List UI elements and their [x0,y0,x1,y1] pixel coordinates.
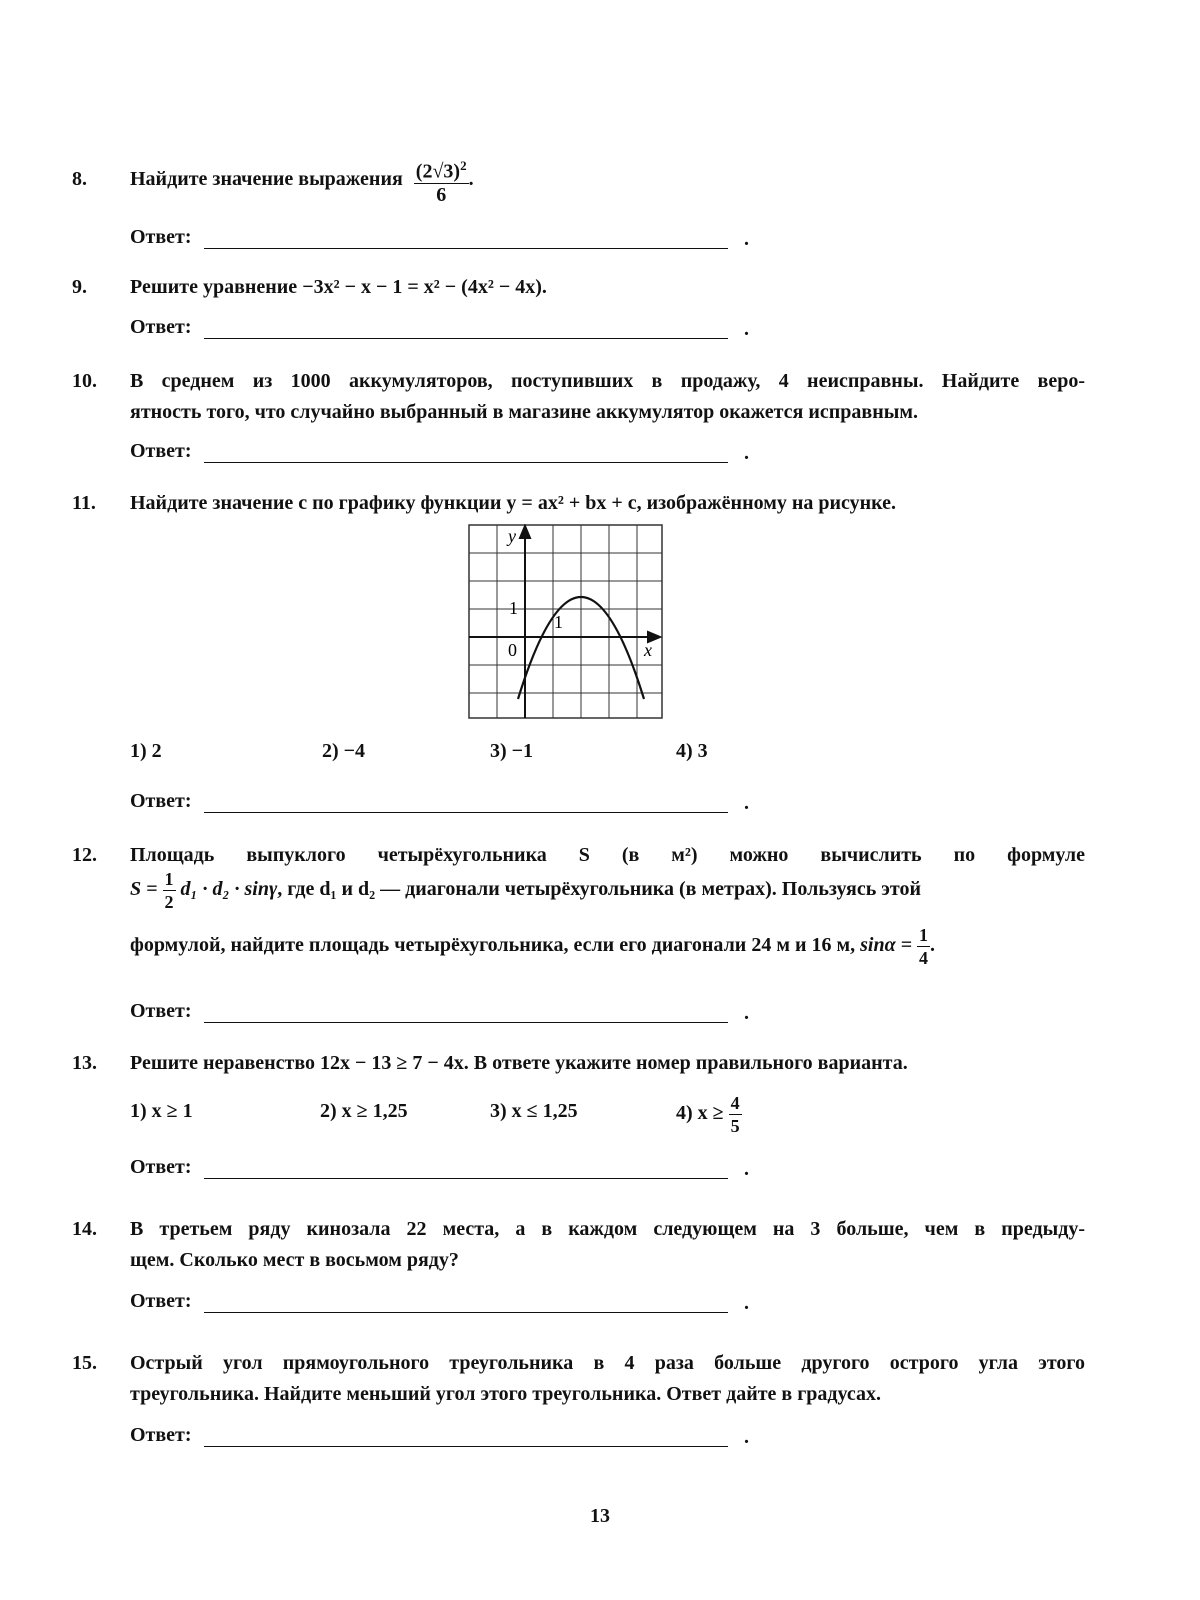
graph-axes [469,526,660,718]
answer-field-14[interactable] [130,1290,770,1320]
answer-field-15[interactable] [130,1424,770,1454]
question-15-line-1: Острый угол прямоугольного треугольника в 4 раза больше другого острого угла этого [130,1352,1085,1374]
answer-line[interactable] [204,812,728,813]
answer-field-9[interactable] [130,316,770,346]
y-axis-arrow-icon [520,526,530,538]
answer-label: Ответ: [130,1424,192,1446]
answer-line[interactable] [204,1446,728,1447]
answer-line[interactable] [204,338,728,339]
question-12-line-3 [130,922,1085,969]
question-13-option-1: 1) x ≥ 1 [130,1100,193,1122]
question-11-option-3: 3) −1 [490,740,534,762]
answer-dot: . [744,318,749,340]
sin-period: . [930,934,936,956]
question-10-line-2: ятность того, что случайно выбранный в магазине аккумулятор окажется исправным. [130,401,918,423]
formula-fraction [163,868,176,913]
x-axis-label: x [644,640,652,660]
question-13-number: 13. [72,1052,97,1074]
answer-field-10[interactable] [130,440,770,470]
formula-lhs: S = [130,878,158,900]
fraction-exponent: 2 [460,158,467,174]
question-11-number: 11. [72,492,96,514]
formula-numerator: 1 [164,868,174,889]
answer-label: Ответ: [130,226,192,248]
answer-dot: . [744,228,749,250]
answer-line[interactable] [204,248,728,249]
answer-label: Ответ: [130,790,192,812]
answer-dot: . [744,1158,749,1180]
question-12-number: 12. [72,844,97,866]
option-4-denominator: 5 [730,1115,740,1136]
answer-label: Ответ: [130,316,192,338]
question-10-line-1: В среднем из 1000 аккумуляторов, поступивших в продажу, 4 неисправны. Найдите веро- [130,370,1085,392]
answer-field-13[interactable] [130,1156,770,1186]
question-12-line-2 [130,866,1085,913]
unit-y-label: 1 [509,598,518,618]
answer-field-11[interactable] [130,790,770,820]
graph-grid [469,525,662,718]
question-11-option-2: 2) −4 [322,740,366,762]
answer-field-12[interactable] [130,1000,770,1030]
answer-line[interactable] [204,1312,728,1313]
answer-label: Ответ: [130,1156,192,1178]
unit-x-label: 1 [554,612,563,632]
formula-denominator: 2 [164,891,174,912]
option-4-numerator: 4 [730,1092,740,1113]
question-12-line-3-text: формулой, найдите площадь четырёхугольника, если его диагонали 24 м и 16 м, [130,934,856,956]
question-14-line-2: щем. Сколько мест в восьмом ряду? [130,1249,459,1271]
answer-dot: . [744,442,749,464]
option-4-prefix: 4) x ≥ [676,1102,724,1124]
answer-line[interactable] [204,1178,728,1179]
question-9-text: Решите уравнение −3x² − x − 1 = x² − (4x² − 4x). [130,276,547,298]
question-15-number: 15. [72,1352,97,1374]
question-13-option-3: 3) x ≤ 1,25 [490,1100,578,1122]
answer-label: Ответ: [130,1290,192,1312]
option-4-fraction [729,1092,742,1137]
question-11-option-1: 1) 2 [130,740,162,762]
question-14-line-1: В третьем ряду кинозала 22 места, а в каждом следующем на 3 больше, чем в предыду- [130,1218,1085,1240]
answer-label: Ответ: [130,1000,192,1022]
question-8-text [130,140,1085,218]
sin-numerator: 1 [919,924,929,945]
fraction-numerator: (2√3) [415,160,461,183]
answer-line[interactable] [204,462,728,463]
page-number: 13 [590,1505,610,1527]
answer-dot: . [744,792,749,814]
answer-dot: . [744,1426,749,1448]
question-12-line-2-text: , где d₁ и d₂ — диагонали четырёхугольника (в метрах). Пользуясь этой [277,878,922,900]
sin-denominator: 4 [919,947,929,968]
sin-lhs: sinα = [860,934,913,956]
question-12-line-1: Площадь выпуклого четырёхугольника S (в м²) можно вычислить по формуле [130,844,1085,866]
question-8-period: . [468,168,474,190]
question-11-text: Найдите значение c по графику функции y = ax² + bx + c, изображённому на рисунке. [130,492,897,514]
question-8-fraction [414,155,469,206]
question-13-text: Решите неравенство 12x − 13 ≥ 7 − 4x. В ответе укажите номер правильного варианта. [130,1052,908,1074]
fraction-denominator: 6 [436,183,447,206]
question-13-option-2: 2) x ≥ 1,25 [320,1100,408,1122]
answer-line[interactable] [204,1022,728,1023]
question-14-number: 14. [72,1218,97,1240]
answer-label: Ответ: [130,440,192,462]
parabola-graph [468,524,664,720]
answer-dot: . [744,1002,749,1024]
answer-field-8[interactable] [130,226,770,256]
question-8-number: 8. [72,168,87,190]
question-8-prompt: Найдите значение выражения [130,168,403,190]
question-11-option-4: 4) 3 [676,740,708,762]
question-9-number: 9. [72,276,87,298]
question-15-line-2: треугольника. Найдите меньший угол этого треугольника. Ответ дайте в градусах. [130,1383,882,1405]
origin-label: 0 [508,640,517,660]
answer-dot: . [744,1292,749,1314]
y-axis-label: y [508,526,516,546]
question-13-option-4 [676,1090,742,1137]
question-10-number: 10. [72,370,97,392]
sin-fraction [917,924,930,969]
formula-rhs: d₁ · d₂ · sinγ [180,878,278,900]
